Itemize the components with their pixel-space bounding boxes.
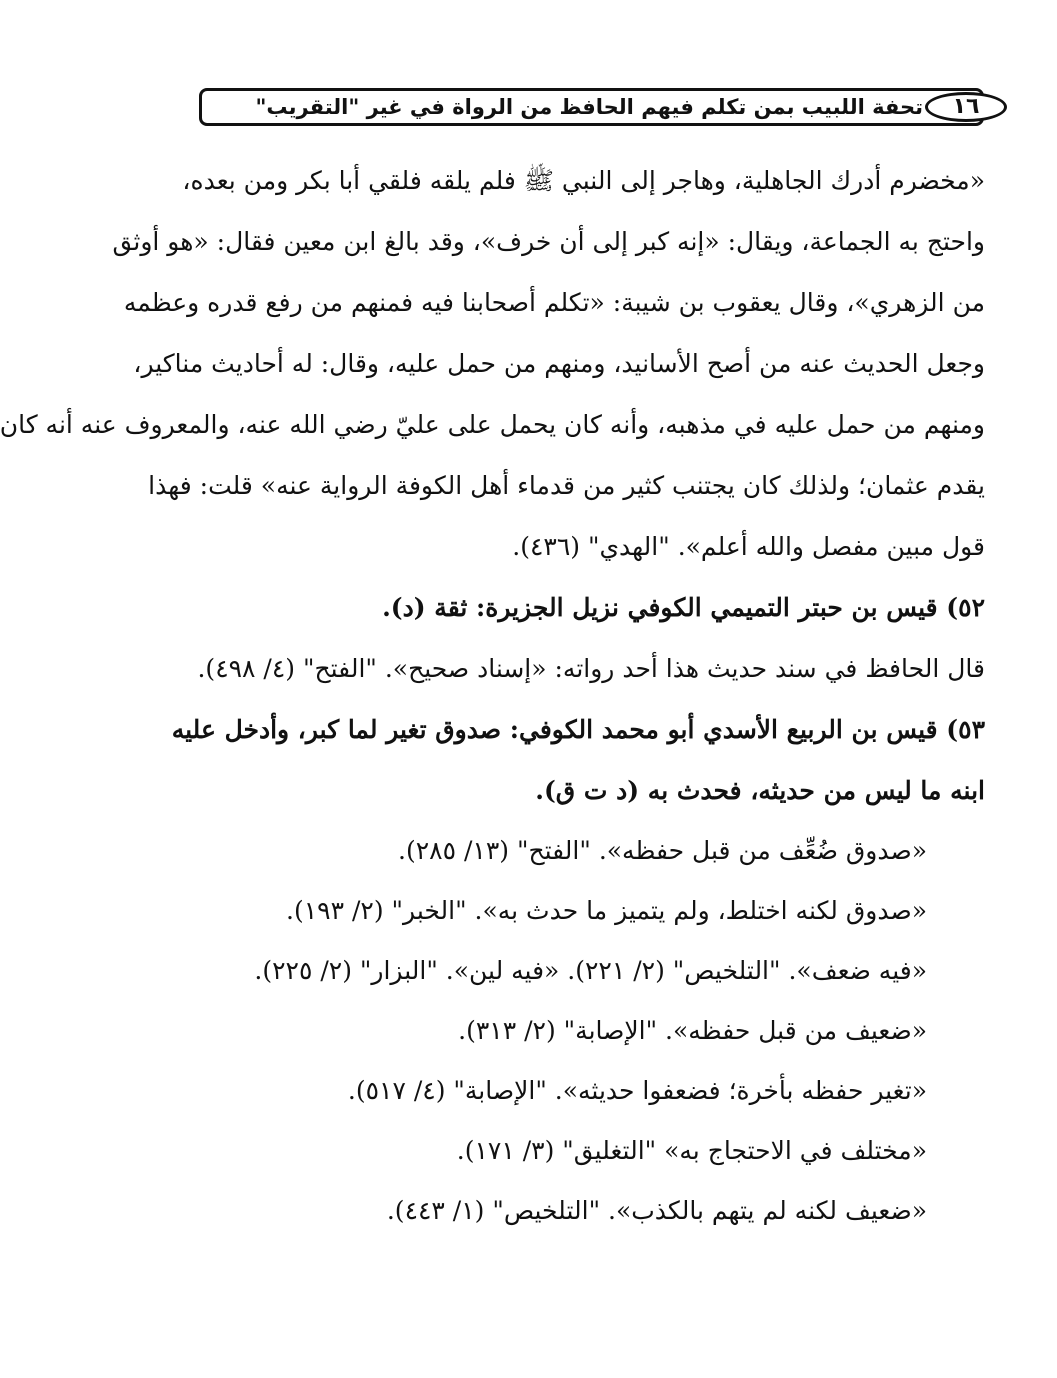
quote-line: «فيه ضعف». "التلخيص" (٢/ ٢٢١). «فيه لين». "البزار" (٢/ ٢٢٥). — [254, 956, 927, 985]
text-line: من الزهري»، وقال يعقوب بن شيبة: «تكلم أصحابنا فيه فمنهم من رفع قدره وعظمه — [123, 288, 985, 317]
quote-line: «صدوق ضُعِّف من قبل حفظه». "الفتح" (١٣/ ٢٨٥). — [398, 836, 927, 865]
quote-line: «ضعيف لكنه لم يتهم بالكذب». "التلخيص" (١/ ٤٤٣). — [386, 1196, 927, 1225]
text-line: يقدم عثمان؛ ولذلك كان يجتنب كثير من قدماء أهل الكوفة الرواية عنه» قلت: فهذا — [148, 471, 985, 500]
entry-heading: ٥٢) قيس بن حبتر التميمي الكوفي نزيل الجزيرة: ثقة (د). — [382, 593, 985, 622]
page-number-badge: ١٦ — [925, 92, 1007, 122]
text-line: وجعل الحديث عنه من أصح الأسانيد، ومنهم من حمل عليه، وقال: له أحاديث مناكير، — [133, 349, 985, 378]
text-line: واحتج به الجماعة، ويقال: «إنه كبر إلى أن خرف»، وقد بالغ ابن معين فقال: «هو أوثق — [112, 227, 985, 256]
entry-text: قال الحافظ في سند حديث هذا أحد رواته: «إسناد صحيح». "الفتح" (٤/ ٤٩٨). — [197, 654, 985, 683]
text-line: قول مبين مفصل والله أعلم». "الهدي" (٤٣٦). — [512, 532, 985, 561]
entry-heading: ٥٣) قيس بن الربيع الأسدي أبو محمد الكوفي: صدوق تغير لما كبر، وأدخل عليه — [171, 715, 985, 744]
entry-51-continuation — [0, 150, 985, 577]
text-line: ومنهم من حمل عليه في مذهبه، وأنه كان يحمل على عليّ رضي الله عنه، والمعروف عنه أنه كان — [0, 410, 985, 439]
quote-line: «صدوق لكنه اختلط، ولم يتميز ما حدث به». "الخبر" (٢/ ١٩٣). — [286, 896, 927, 925]
entry-52 — [197, 577, 985, 699]
entry-heading: ابنه ما ليس من حديثه، فحدث به (د ت ق). — [535, 776, 985, 805]
quote-line: «تغير حفظه بأخرة؛ فضعفوا حديثه». "الإصابة" (٤/ ٥١٧). — [347, 1076, 927, 1105]
quote-line: «ضعيف من قبل حفظه». "الإصابة" (٢/ ٣١٣). — [458, 1016, 927, 1045]
page-body — [0, 150, 985, 1241]
entry-53 — [171, 699, 985, 1241]
quote-line: «مختلف في الاحتجاج به» "التغليق" (٣/ ١٧١). — [456, 1136, 927, 1165]
running-header-title: تحفة اللبيب بمن تكلم فيهم الحافظ من الرواة في غير "التقريب" — [255, 95, 923, 119]
text-line: «مخضرم أدرك الجاهلية، وهاجر إلى النبي ﷺ فلم يلقه فلقي أبا بكر ومن بعده، — [182, 166, 985, 195]
